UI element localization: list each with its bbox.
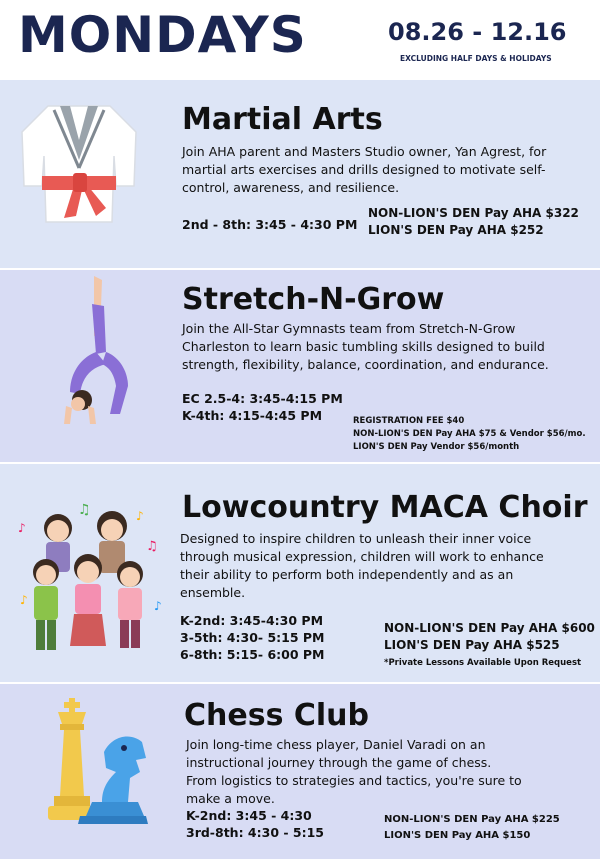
section-description: Designed to inspire children to unleash their inner voice through musical expression, children will work to enhance their ability to perform both independently and as an ensemble. <box>180 531 544 600</box>
price-line: NON-LION'S DEN Pay AHA $322 <box>368 206 579 220</box>
svg-text:♪: ♪ <box>20 593 28 607</box>
gymnast-icon <box>58 274 138 424</box>
pricing <box>384 620 595 654</box>
section-title: Lowcountry MACA Choir <box>182 490 588 525</box>
schedule-times <box>182 216 357 233</box>
pricing <box>353 415 586 454</box>
svg-text:♫: ♫ <box>146 539 158 554</box>
time-slot: K-2nd: 3:45-4:30 PM <box>180 613 324 628</box>
section-title: Stretch-N-Grow <box>182 282 445 317</box>
time-slot: 6-8th: 5:15- 6:00 PM <box>180 647 325 662</box>
time-slot: 3-5th: 4:30- 5:15 PM <box>180 630 325 645</box>
svg-text:♪: ♪ <box>136 509 144 523</box>
choir-section <box>0 464 600 682</box>
time-slot: EC 2.5-4: 3:45-4:15 PM <box>182 391 343 406</box>
time-slot: K-4th: 4:15-4:45 PM <box>182 408 323 423</box>
svg-text:♫: ♫ <box>78 502 91 518</box>
stretch-n-grow-section <box>0 270 600 462</box>
date-range-note: EXCLUDING HALF DAYS & HOLIDAYS <box>400 54 552 63</box>
date-range: 08.26 - 12.16 <box>388 18 567 46</box>
pricing <box>384 812 560 844</box>
svg-text:♪: ♪ <box>154 599 162 613</box>
price-line: NON-LION'S DEN Pay AHA $75 & Vendor $56/mo. <box>353 429 586 439</box>
price-line: NON-LION'S DEN Pay AHA $600 <box>384 621 595 635</box>
section-title: Chess Club <box>184 698 370 733</box>
singing-children-icon <box>14 498 166 668</box>
price-line: LION'S DEN Pay AHA $252 <box>368 223 544 237</box>
chess-club-section <box>0 684 600 859</box>
section-description: Join the All-Star Gymnasts team from Stretch-N-Grow Charleston to learn basic tumbling skills designed to build strength, flexibility, balance, coordination, and endurance. <box>182 321 549 372</box>
schedule-times <box>182 390 343 424</box>
pricing <box>368 205 579 239</box>
section-description: Join AHA parent and Masters Studio owner, Yan Agrest, for martial arts exercises and drills designed to motivate self-control, awareness, and resilience. <box>182 144 547 195</box>
section-description: Join long-time chess player, Daniel Varadi on an instructional journey through the game of chess. From logistics to strategies and tactics, you're sure to make a move. <box>186 737 522 806</box>
price-line: NON-LION'S DEN Pay AHA $225 <box>384 814 560 825</box>
time-slot: 2nd - 8th: 3:45 - 4:30 PM <box>182 217 358 232</box>
time-slot: K-2nd: 3:45 - 4:30 <box>186 808 312 823</box>
page-title: MONDAYS <box>18 6 307 64</box>
chess-pieces-icon <box>40 698 150 830</box>
price-line: LION'S DEN Pay AHA $525 <box>384 638 560 652</box>
schedule-times <box>186 807 324 841</box>
price-line: LION'S DEN Pay AHA $150 <box>384 830 531 841</box>
karate-gi-icon <box>18 98 140 224</box>
svg-text:♪: ♪ <box>18 521 26 535</box>
section-title: Martial Arts <box>182 102 383 137</box>
schedule-times <box>180 612 324 663</box>
price-line: LION'S DEN Pay Vendor $56/month <box>353 442 520 452</box>
page-header <box>0 0 600 78</box>
time-slot: 3rd-8th: 4:30 - 5:15 <box>186 825 324 840</box>
martial-arts-section <box>0 80 600 268</box>
price-line: REGISTRATION FEE $40 <box>353 416 465 426</box>
private-lessons-note: *Private Lessons Available Upon Request <box>384 658 582 668</box>
